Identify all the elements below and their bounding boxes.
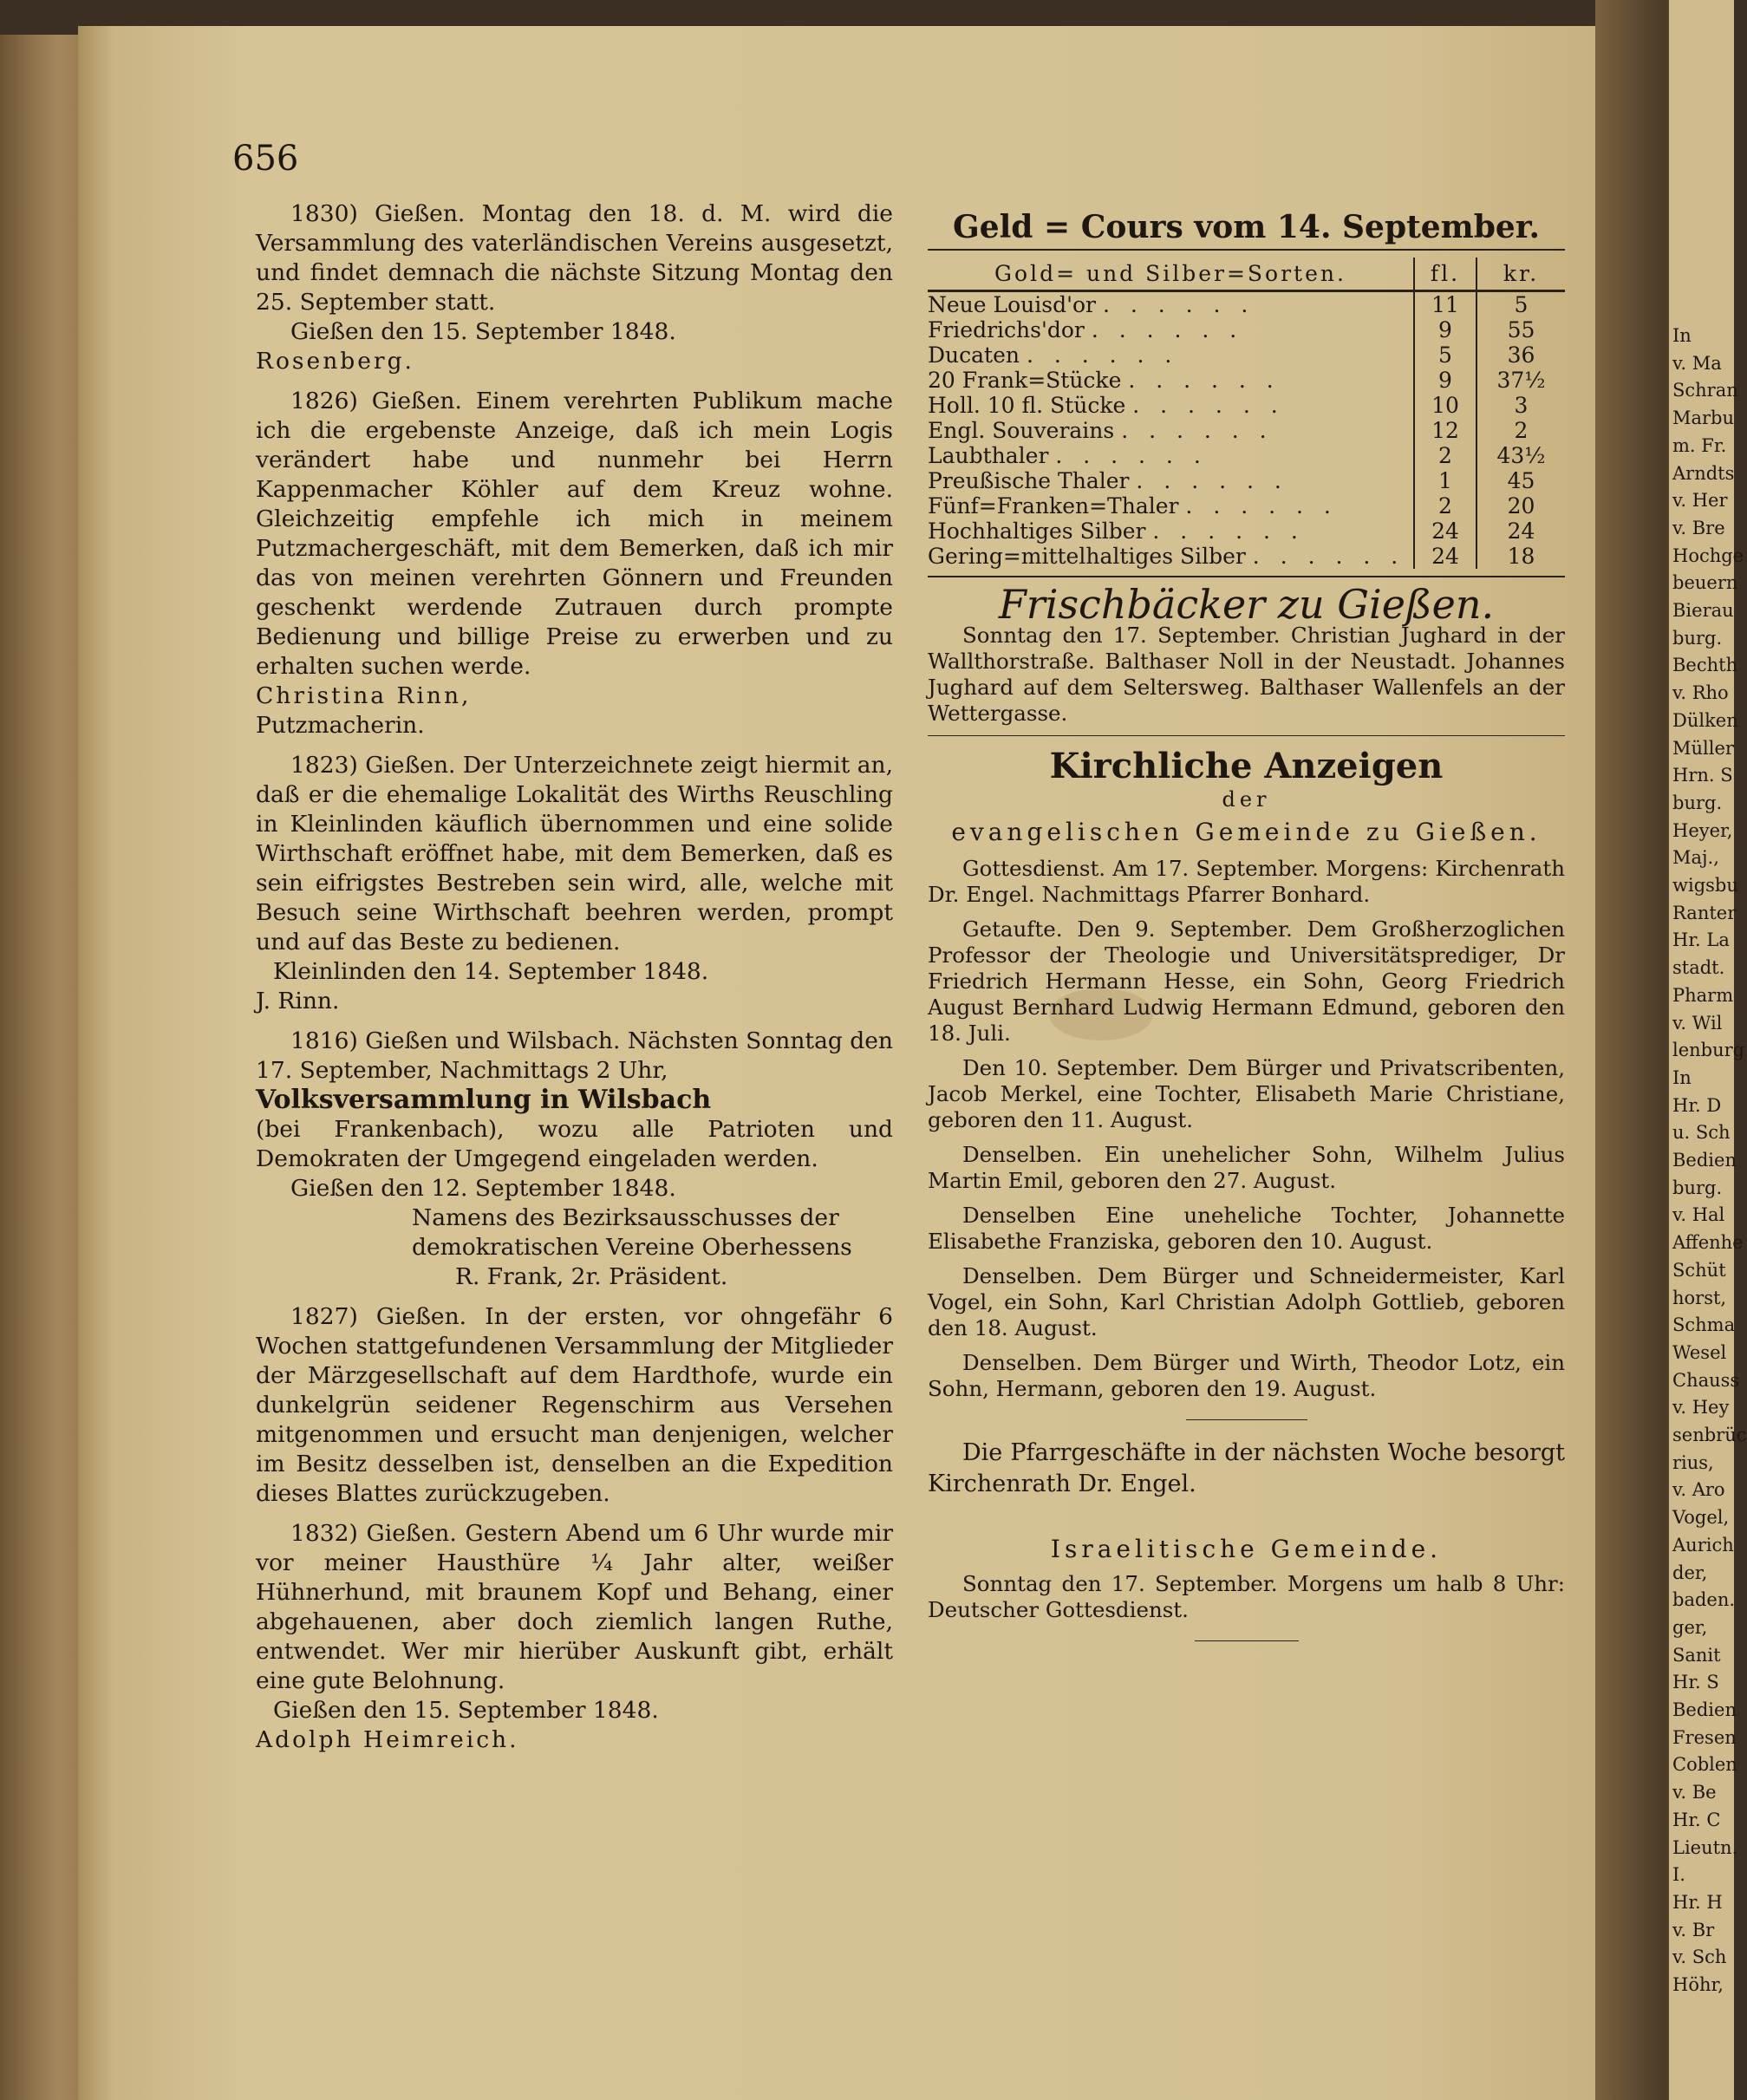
- divider: [928, 735, 1565, 736]
- ad-signature-title: Putzmacherin.: [256, 712, 425, 739]
- coin-kr: 43½: [1496, 443, 1546, 468]
- ad-text: 1816) Gießen und Wilsbach. Nächsten Sonntag den 17. September, Nachmittags 2 Uhr,: [256, 1027, 893, 1084]
- adjacent-line: v. Hal: [1672, 1204, 1725, 1226]
- adjacent-line: Bedien: [1672, 1699, 1737, 1720]
- ad-1816: [256, 1027, 893, 1292]
- adjacent-line: Chauss: [1672, 1369, 1740, 1391]
- ad-1823: [256, 751, 893, 1016]
- adjacent-line: beuern: [1672, 572, 1738, 594]
- exchange-section: [928, 209, 1565, 577]
- coin-name: 20 Frank=Stücke . . . . . .: [928, 368, 1281, 393]
- adjacent-line: burg.: [1672, 627, 1723, 649]
- coin-kr: 37½: [1496, 368, 1546, 393]
- adjacent-line: lenburg: [1672, 1040, 1745, 1061]
- book-edge: [0, 35, 82, 2100]
- table-row: [928, 342, 1565, 368]
- ad-committee-line: Namens des Bezirksausschusses der: [412, 1204, 839, 1231]
- adjacent-line: Hr. C: [1672, 1809, 1721, 1830]
- coin-fl: 5: [1414, 342, 1476, 368]
- ad-1827: [256, 1302, 893, 1509]
- left-column: [256, 199, 893, 1765]
- ad-1826: [256, 387, 893, 740]
- church-title: Kirchliche Anzeigen: [1049, 746, 1444, 786]
- ad-date: Gießen den 12. September 1848.: [290, 1175, 676, 1202]
- ad-signature: Christina Rinn,: [256, 682, 472, 709]
- exchange-title: Geld = Cours vom 14. September.: [952, 209, 1541, 245]
- ad-text: 1827) Gießen. In der ersten, vor ohngefähr 6 Wochen stattgefundenen Versammlung der Mitglieder der Märzgesellschaft auf dem Hardthofe, wurde ein dunkelgrün seidener Regenschirm aus Versehen mitgenommen und ersucht man denjenigen, welcher im Besitz desselben ist, denselben an die Expedition dieses Blattes zurückzugeben.: [256, 1303, 893, 1507]
- ad-date: Gießen den 15. September 1848.: [290, 318, 676, 345]
- exchange-table-body: [928, 291, 1565, 570]
- coin-kr: 55: [1507, 317, 1535, 342]
- adjacent-line: v. Rho: [1672, 682, 1729, 704]
- coin-kr: 2: [1514, 418, 1529, 443]
- coin-name: Preußische Thaler . . . . . .: [928, 468, 1288, 493]
- adjacent-line: u. Sch: [1672, 1122, 1731, 1144]
- coin-fl: 1: [1414, 468, 1476, 493]
- divider: [1186, 1419, 1307, 1420]
- coin-name: Hochhaltiges Silber . . . . . .: [928, 518, 1305, 544]
- adjacent-line: Lieutn.: [1672, 1836, 1738, 1858]
- ad-1830: [256, 199, 893, 376]
- header-fl: fl.: [1414, 258, 1476, 291]
- table-row: [928, 368, 1565, 393]
- coin-fl: 24: [1414, 518, 1476, 544]
- pastoral-notice: Die Pfarrgeschäfte in der nächsten Woche besorgt Kirchenrath Dr. Engel.: [928, 1439, 1565, 1497]
- adjacent-line: wigsbu: [1672, 875, 1738, 896]
- bakers-title: Frischbäcker zu Gießen.: [998, 581, 1495, 628]
- ad-text: 1830) Gießen. Montag den 18. d. M. wird die Versammlung des vaterländischen Vereins ausgesetzt, und findet demnach die nächste Sitzung Montag den 25. September statt.: [256, 200, 893, 316]
- coin-fl: 12: [1414, 418, 1476, 443]
- header-coin-type: Gold= und Silber=Sorten.: [928, 258, 1414, 291]
- church-congregation: evangelischen Gemeinde zu Gießen.: [951, 818, 1542, 846]
- ad-headline: Volksversammlung in Wilsbach: [256, 1085, 712, 1115]
- adjacent-line: Bedien: [1672, 1150, 1737, 1171]
- ad-text: 1823) Gießen. Der Unterzeichnete zeigt hiermit an, daß er die ehemalige Lokalität des Wirths Reuschling in Kleinlinden käuflich übernommen und eine solide Wirthschaft eröffnet habe, mit dem Bemerken, daß es sein eifrigstes Bestreben sein wird, alle, welche mit Besuch seine Wirthschaft beehren werden, prompt und auf das Beste zu bedienen.: [256, 752, 893, 955]
- coin-name: Engl. Souverains . . . . . .: [928, 418, 1274, 443]
- adjacent-line: v. Bre: [1672, 517, 1725, 538]
- coin-fl: 2: [1414, 493, 1476, 518]
- coin-kr: 45: [1507, 468, 1535, 493]
- coin-kr: 5: [1514, 292, 1529, 317]
- church-paragraph: Gottesdienst. Am 17. September. Morgens: Kirchenrath Dr. Engel. Nachmittags Pfarrer Bonhard.: [928, 856, 1565, 907]
- ad-signature: Adolph Heimreich.: [256, 1726, 519, 1753]
- church-paragraph: Denselben. Ein unehelicher Sohn, Wilhelm Julius Martin Emil, geboren den 27. August.: [928, 1142, 1565, 1193]
- adjacent-line: Hr. La: [1672, 929, 1730, 951]
- table-row: [928, 291, 1565, 318]
- coin-kr: 18: [1507, 544, 1535, 569]
- coin-name: Fünf=Franken=Thaler . . . . . .: [928, 493, 1338, 518]
- table-header-row: [928, 258, 1565, 291]
- adjacent-line: Hr. H: [1672, 1891, 1723, 1913]
- adjacent-line: Hrn. S: [1672, 765, 1733, 786]
- coin-kr: 24: [1507, 518, 1535, 544]
- bakers-text: Sonntag den 17. September. Christian Jughard in der Wallthorstraße. Balthaser Noll in der Neustadt. Johannes Jughard auf dem Seltersweg. Balthaser Wallenfels an der Wettergasse.: [928, 623, 1565, 726]
- coin-fl: 9: [1414, 368, 1476, 393]
- adjacent-line: Hr. S: [1672, 1672, 1719, 1693]
- adjacent-line: rius,: [1672, 1451, 1714, 1473]
- coin-kr: 20: [1507, 493, 1535, 518]
- ad-signature: J. Rinn.: [256, 988, 340, 1014]
- church-der: der: [1222, 787, 1271, 812]
- church-paragraph: Denselben. Dem Bürger und Schneidermeister, Karl Vogel, ein Sohn, Karl Christian Adolph Gottlieb, geboren den 18. August.: [928, 1263, 1565, 1340]
- adjacent-line: Dülken: [1672, 709, 1738, 731]
- coin-kr: 3: [1514, 393, 1529, 418]
- adjacent-line: v. Br: [1672, 1919, 1715, 1940]
- adjacent-line: In: [1672, 1066, 1692, 1088]
- coin-name: Neue Louisd'or . . . . . .: [928, 292, 1255, 317]
- adjacent-line: stadt.: [1672, 957, 1725, 979]
- table-row: [928, 493, 1565, 518]
- adjacent-line: v. Be: [1672, 1782, 1717, 1803]
- page-number: 656: [232, 139, 299, 179]
- coin-fl: 11: [1414, 291, 1476, 318]
- adjacent-line: v. Ma: [1672, 352, 1722, 374]
- church-section: [928, 746, 1565, 1500]
- table-row: [928, 393, 1565, 418]
- adjacent-line: Coblen: [1672, 1754, 1737, 1776]
- adjacent-line: Müller: [1672, 737, 1734, 759]
- adjacent-line: In: [1672, 325, 1692, 346]
- adjacent-line: Marbu: [1672, 408, 1735, 429]
- ad-date: Gießen den 15. September 1848.: [273, 1697, 659, 1724]
- adjacent-line: baden.: [1672, 1589, 1736, 1611]
- coin-name: Ducaten . . . . . .: [928, 342, 1179, 368]
- divider: [928, 249, 1565, 251]
- adjacent-line: der,: [1672, 1562, 1708, 1583]
- adjacent-line: Aurich: [1672, 1534, 1734, 1555]
- ad-date: Kleinlinden den 14. September 1848.: [273, 958, 709, 985]
- table-row: [928, 544, 1565, 569]
- church-paragraph: Denselben Eine uneheliche Tochter, Johannette Elisabethe Franziska, geboren den 10. August.: [928, 1203, 1565, 1254]
- adjacent-line: v. Sch: [1672, 1947, 1727, 1968]
- adjacent-page-fragment: [1669, 0, 1747, 2100]
- adjacent-line: Hr. D: [1672, 1094, 1722, 1116]
- ad-text: 1832) Gießen. Gestern Abend um 6 Uhr wurde mir vor meiner Hausthüre ¼ Jahr alter, weißer Hühnerhund, mit braunem Kopf und Behang, einer abgehauenen, aber doch ziemlich langen Ruthe, entwendet. Wer mir hierüber Auskunft gibt, erhält eine gute Belohnung.: [256, 1520, 893, 1694]
- table-row: [928, 468, 1565, 493]
- ad-committee-line: demokratischen Vereine Oberhessens: [412, 1234, 852, 1261]
- table-row: [928, 518, 1565, 544]
- adjacent-line: v. Hey: [1672, 1397, 1730, 1418]
- church-paragraph: Denselben. Dem Bürger und Wirth, Theodor Lotz, ein Sohn, Hermann, geboren den 19. August.: [928, 1350, 1565, 1401]
- coin-fl: 24: [1414, 544, 1476, 569]
- adjacent-line: Höhr,: [1672, 1974, 1724, 1995]
- divider: [928, 576, 1565, 577]
- table-row: [928, 443, 1565, 468]
- exchange-table: [928, 258, 1565, 569]
- adjacent-line: Arndts: [1672, 462, 1735, 484]
- ad-signature: Rosenberg.: [256, 348, 414, 375]
- church-paragraph: Getaufte. Den 9. September. Dem Großherzoglichen Professor der Theologie und Universitätsprediger, Dr Friedrich Hermann Hesse, ein Sohn, Georg Friedrich August Bernhard Ludwig Hermann Edmund, geboren den 18. Juli.: [928, 916, 1565, 1046]
- israel-title: Israelitische Gemeinde.: [1050, 1535, 1443, 1563]
- coin-name: Gering=mittelhaltiges Silber . . . . . .: [928, 544, 1405, 569]
- adjacent-line: senbrüc: [1672, 1425, 1747, 1445]
- table-row: [928, 418, 1565, 443]
- coin-name: Friedrichs'dor . . . . . .: [928, 317, 1244, 342]
- adjacent-line: Ranter: [1672, 902, 1737, 923]
- adjacent-line: Bechth: [1672, 655, 1738, 676]
- adjacent-line: ger,: [1672, 1616, 1708, 1638]
- ad-text-continued: (bei Frankenbach), wozu alle Patrioten und Demokraten der Umgegend eingeladen werden.: [256, 1116, 893, 1172]
- coin-fl: 10: [1414, 393, 1476, 418]
- ad-committee-line: R. Frank, 2r. Präsident.: [455, 1263, 728, 1290]
- adjacent-line: Wesel: [1672, 1341, 1727, 1363]
- adjacent-line: Maj.,: [1672, 847, 1719, 869]
- header-kr: kr.: [1476, 258, 1565, 291]
- adjacent-line: Hochge: [1672, 545, 1744, 566]
- adjacent-line: Affenhe: [1672, 1232, 1744, 1254]
- coin-name: Holl. 10 fl. Stücke . . . . . .: [928, 393, 1285, 418]
- adjacent-line: Sanit: [1672, 1644, 1721, 1666]
- adjacent-line: Schran: [1672, 380, 1738, 401]
- adjacent-line: Fresen: [1672, 1726, 1737, 1748]
- bakers-section: [928, 581, 1565, 736]
- adjacent-line: Bierau: [1672, 600, 1734, 621]
- divider: [1195, 1640, 1299, 1641]
- coin-fl: 9: [1414, 317, 1476, 342]
- israel-text: Sonntag den 17. September. Morgens um halb 8 Uhr: Deutscher Gottesdienst.: [928, 1571, 1565, 1622]
- adjacent-line: m. Fr.: [1672, 434, 1727, 456]
- adjacent-line: v. Wil: [1672, 1012, 1723, 1034]
- ad-1832: [256, 1519, 893, 1755]
- adjacent-line: v. Her: [1672, 490, 1728, 512]
- right-column: [928, 209, 1565, 1659]
- church-paragraph: Den 10. September. Dem Bürger und Privatscribenten, Jacob Merkel, eine Tochter, Elisabeth Marie Christiane, geboren den 11. August.: [928, 1055, 1565, 1132]
- adjacent-line: v. Aro: [1672, 1479, 1725, 1501]
- coin-kr: 36: [1507, 342, 1535, 368]
- adjacent-line: burg.: [1672, 1177, 1723, 1198]
- coin-name: Laubthaler . . . . . .: [928, 443, 1208, 468]
- adjacent-line: burg.: [1672, 792, 1723, 813]
- table-row: [928, 317, 1565, 342]
- adjacent-line: Heyer,: [1672, 819, 1733, 841]
- adjacent-line: Pharm: [1672, 984, 1734, 1006]
- adjacent-line: I.: [1672, 1864, 1685, 1886]
- ad-text: 1826) Gießen. Einem verehrten Publikum mache ich die ergebenste Anzeige, daß ich mein Logis verändert habe und nunmehr bei Herrn Kappenmacher Köhler auf dem Kreuz wohne. Gleichzeitig empfehle ich mich in meinem Putzmachergeschäft, mit dem Bemerken, daß ich mir das von meinen verehrten Gönnern und Freunden geschenkt werdende Zutrauen durch prompte Bedienung und billige Preise zu erwerben und zu erhalten suchen werde.: [256, 388, 893, 680]
- israel-section: [928, 1535, 1565, 1641]
- adjacent-line: horst,: [1672, 1287, 1727, 1308]
- adjacent-line: Vogel,: [1672, 1507, 1730, 1529]
- adjacent-line: Schma: [1672, 1314, 1736, 1336]
- adjacent-line: Schüt: [1672, 1259, 1726, 1281]
- coin-fl: 2: [1414, 443, 1476, 468]
